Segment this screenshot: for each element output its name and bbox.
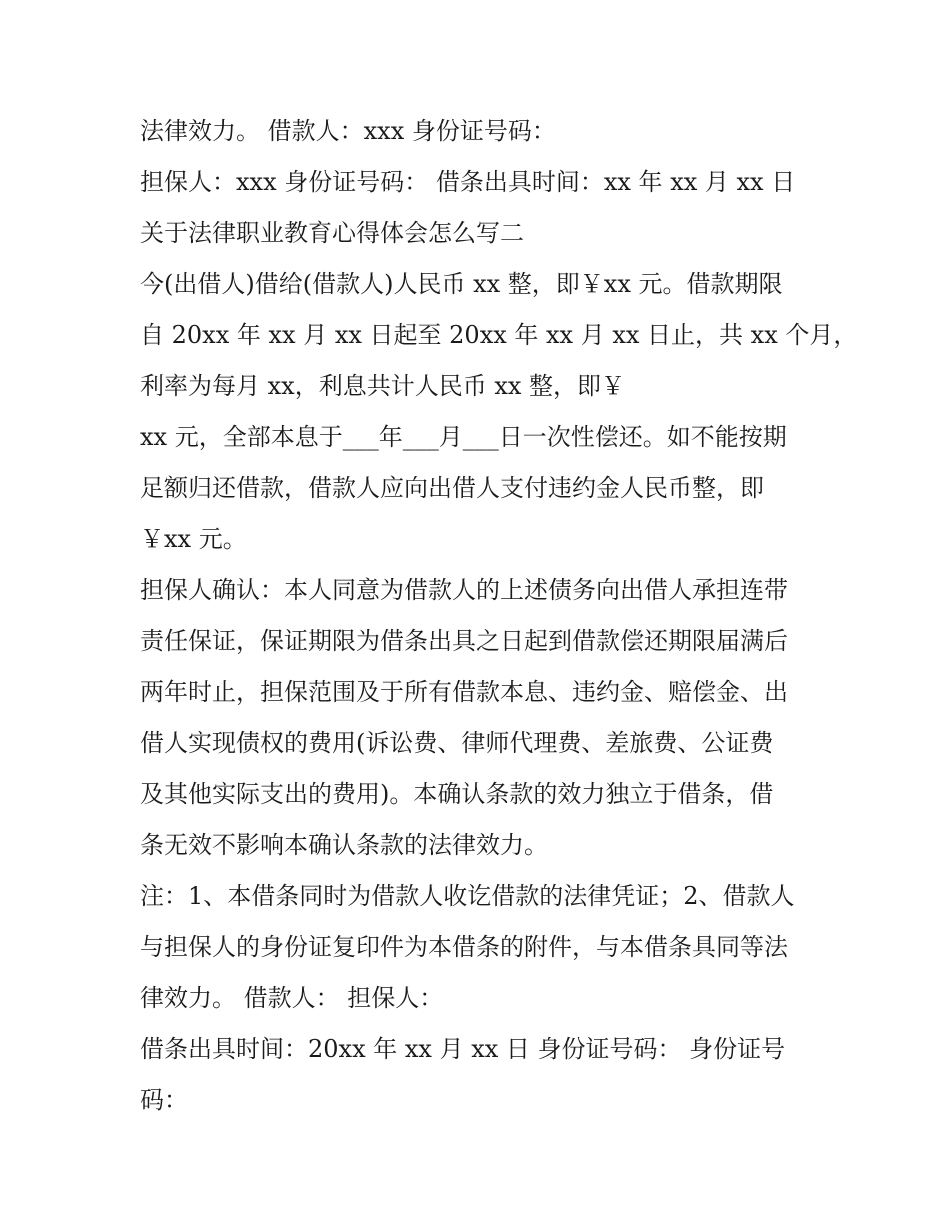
- text-line: 注：1、本借条同时为借款人收讫借款的法律凭证；2、借款人: [140, 882, 795, 910]
- text-line: 今(出借人)借给(借款人)人民币 xx 整，即￥xx 元。借款期限: [140, 270, 783, 298]
- text-line: 自 20xx 年 xx 月 xx 日起至 20xx 年 xx 月 xx 日止，共 xx 个月，: [140, 321, 858, 349]
- text-line: 责任保证，保证期限为借条出具之日起到借款偿还期限届满后: [140, 627, 788, 655]
- text-line: 法律效力。 借款人：xxx 身份证号码：: [140, 117, 556, 145]
- section-heading: 关于法律职业教育心得体会怎么写二: [140, 219, 524, 247]
- text-line: 担保人确认：本人同意为借款人的上述债务向出借人承担连带: [140, 576, 788, 604]
- text-line: 利率为每月 xx，利息共计人民币 xx 整，即￥: [140, 372, 626, 400]
- text-line: 码：: [140, 1086, 188, 1114]
- text-line: 担保人：xxx 身份证号码： 借条出具时间：xx 年 xx 月 xx 日: [140, 168, 796, 196]
- text-line: 借人实现债权的费用(诉讼费、律师代理费、差旅费、公证费: [140, 729, 774, 757]
- document-body: [140, 106, 858, 1126]
- text-line: ￥xx 元。: [140, 525, 247, 553]
- text-line: 两年时止，担保范围及于所有借款本息、违约金、赔偿金、出: [140, 678, 788, 706]
- text-line: 借条出具时间：20xx 年 xx 月 xx 日 身份证号码： 身份证号: [140, 1035, 786, 1063]
- text-line: 及其他实际支出的费用)。本确认条款的效力独立于借条，借: [140, 780, 774, 808]
- text-line: 条无效不影响本确认条款的法律效力。: [140, 831, 548, 859]
- text-line: 足额归还借款，借款人应向出借人支付违约金人民币整，即: [140, 474, 764, 502]
- text-line: xx 元，全部本息于___年___月___日一次性偿还。如不能按期: [140, 423, 787, 451]
- text-line: 与担保人的身份证复印件为本借条的附件，与本借条具同等法: [140, 933, 788, 961]
- text-line: 律效力。 借款人： 担保人：: [140, 984, 444, 1012]
